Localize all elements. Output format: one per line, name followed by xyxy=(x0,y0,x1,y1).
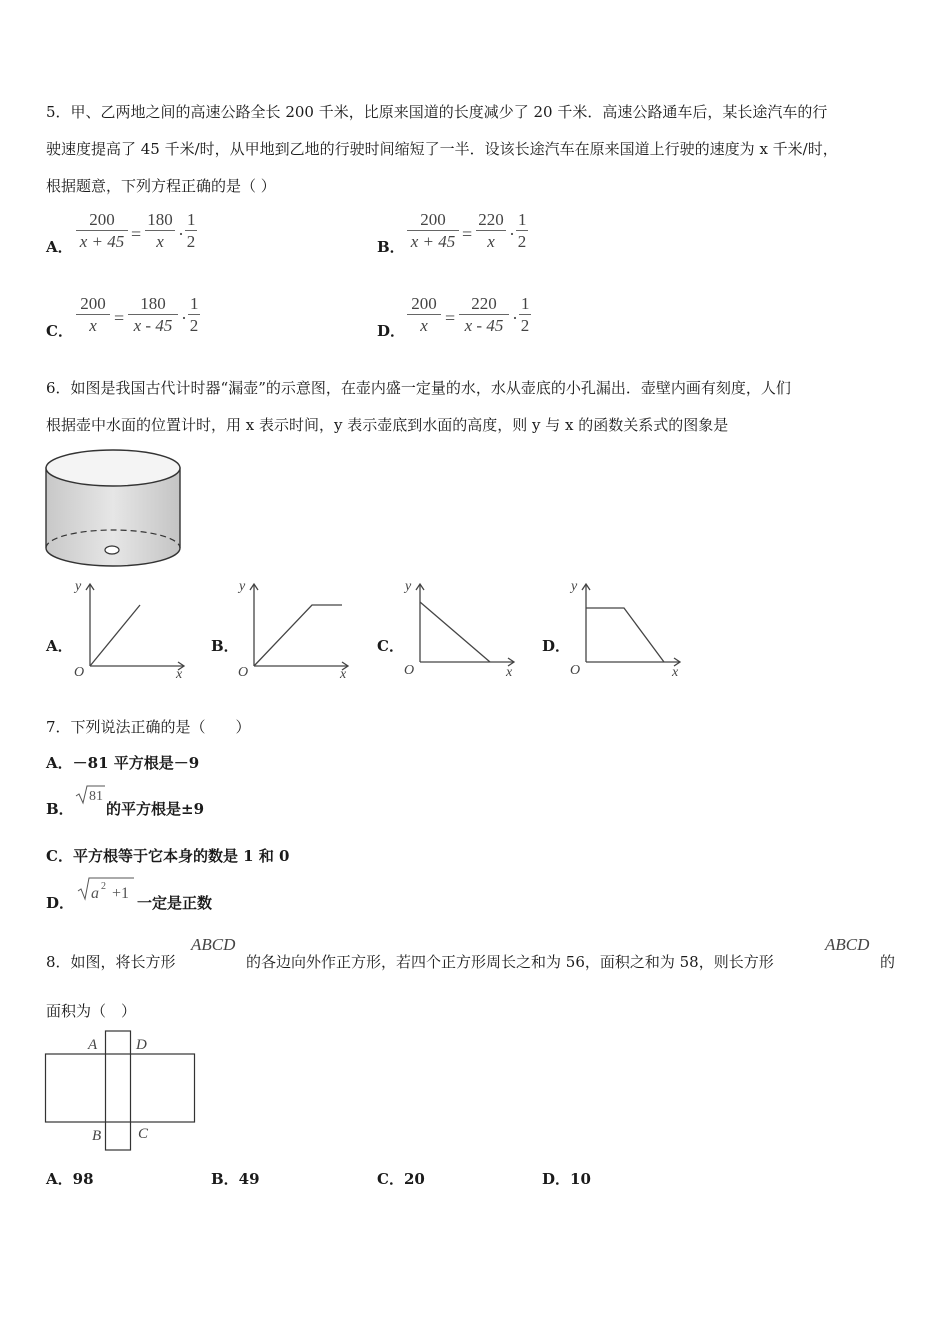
q8-line-2: 面积为（ ） xyxy=(46,1002,137,1020)
svg-text:x: x xyxy=(176,667,183,682)
svg-text:B: B xyxy=(92,1128,102,1144)
option-label: D． xyxy=(377,322,406,340)
water-clock-figure xyxy=(44,448,182,572)
equals-sign: = xyxy=(114,308,125,328)
option-label: A． xyxy=(46,238,73,256)
equals-sign: = xyxy=(462,224,473,244)
fraction: $\frac{220}{x}$ xyxy=(476,210,506,253)
dot-operator: · xyxy=(181,308,187,328)
svg-text:y: y xyxy=(239,579,246,594)
svg-text:a: a xyxy=(91,885,99,902)
q5-line-1: 5．甲、乙两地之间的高速公路全长 200 千米，比原来国道的长度减少了 20 千米．高速公路通车后，某长途汽车的行 xyxy=(46,103,828,121)
svg-text:x: x xyxy=(672,665,679,680)
svg-text:A: A xyxy=(88,1037,98,1053)
sqrt-a-squared-plus-1 xyxy=(76,874,136,904)
fraction: $\frac{200}{x + 45}$ xyxy=(76,210,128,253)
svg-text:2: 2 xyxy=(101,881,106,892)
q8-option-a[interactable]: A．98 xyxy=(46,1170,94,1188)
q7-option-a[interactable]: A．－81 平方根是－9 xyxy=(46,754,200,772)
fraction: $\frac{200}{x}$ xyxy=(407,294,441,337)
option-text: 的平方根是±9 xyxy=(106,800,205,818)
fraction: $\frac{1}{2}$ xyxy=(517,210,527,251)
fraction: $\frac{1}{2}$ xyxy=(520,294,530,335)
option-label: D． xyxy=(46,894,75,912)
q6-graph-c[interactable] xyxy=(400,576,522,682)
dot-operator: · xyxy=(509,224,515,244)
q7-stem: 7．下列说法正确的是（ ） xyxy=(46,718,251,736)
q6-graph-a[interactable] xyxy=(70,576,190,682)
q6-option-b-label[interactable]: B． xyxy=(211,637,239,655)
q5-line-2: 驶速度提高了 45 千米/时，从甲地到乙地的行驶时间缩短了一半．设该长途汽车在原来国道上行驶的速度为 x 千米/时， xyxy=(46,140,838,158)
q8-option-b[interactable]: B．49 xyxy=(211,1170,260,1188)
fraction: $\frac{1}{2}$ xyxy=(189,294,199,335)
q8-rect-label-2: ABCD xyxy=(825,935,870,954)
q8-rectangle-figure xyxy=(44,1030,200,1154)
fraction: $\frac{200}{x}$ xyxy=(76,294,110,337)
svg-text:O: O xyxy=(74,665,85,680)
svg-text:x: x xyxy=(506,665,513,680)
fraction: $\frac{1}{2}$ xyxy=(186,210,196,251)
q6-option-d-label[interactable]: D． xyxy=(542,637,571,655)
option-label: B． xyxy=(46,800,74,818)
q8-option-c[interactable]: C．20 xyxy=(377,1170,425,1188)
fraction: $\frac{180}{x}$ xyxy=(145,210,175,253)
q7-option-c[interactable]: C．平方根等于它本身的数是 1 和 0 xyxy=(46,847,290,865)
svg-text:D: D xyxy=(136,1037,147,1053)
q6-graph-d[interactable] xyxy=(566,576,688,682)
q6-graph-b[interactable] xyxy=(234,576,356,682)
svg-text:y: y xyxy=(571,579,578,594)
dot-operator: · xyxy=(512,308,518,328)
option-text: 一定是正数 xyxy=(137,894,213,912)
q8-rect-label-1: ABCD xyxy=(191,935,236,954)
svg-text:O: O xyxy=(404,663,415,678)
equals-sign: = xyxy=(131,224,142,244)
svg-text:81: 81 xyxy=(89,789,103,804)
q6-option-a-label[interactable]: A． xyxy=(46,637,73,655)
option-label: C． xyxy=(46,322,73,340)
fraction: $\frac{180}{x - 45}$ xyxy=(128,294,178,337)
svg-text:x: x xyxy=(340,667,347,682)
q8-option-d[interactable]: D．10 xyxy=(542,1170,591,1188)
q6-line-1: 6．如图是我国古代计时器“漏壶”的示意图，在壶内盛一定量的水，水从壶底的小孔漏出．壶壁内画有刻度，人们 xyxy=(46,379,791,397)
svg-text:y: y xyxy=(75,579,82,594)
fraction: $\frac{220}{x - 45}$ xyxy=(459,294,509,337)
sqrt-81 xyxy=(74,784,106,806)
fraction: $\frac{200}{x + 45}$ xyxy=(407,210,459,253)
svg-text:O: O xyxy=(238,665,249,680)
svg-text:+1: +1 xyxy=(112,885,130,902)
dot-operator: · xyxy=(178,224,184,244)
q6-option-c-label[interactable]: C． xyxy=(377,637,404,655)
q5-line-3: 根据题意，下列方程正确的是（ ） xyxy=(46,177,276,195)
q8-part-3: 的 xyxy=(880,953,896,971)
q6-line-2: 根据壶中水面的位置计时，用 x 表示时间，y 表示壶底到水面的高度，则 y 与 x 的函数关系式的图象是 xyxy=(46,416,729,434)
svg-text:O: O xyxy=(570,663,581,678)
q8-part-1: 8．如图，将长方形 xyxy=(46,953,176,971)
equals-sign: = xyxy=(445,308,456,328)
q8-part-2: 的各边向外作正方形，若四个正方形周长之和为 56，面积之和为 58，则长方形 xyxy=(246,953,774,971)
svg-text:y: y xyxy=(405,579,412,594)
svg-text:C: C xyxy=(138,1126,149,1142)
hole xyxy=(105,546,119,554)
option-label: B． xyxy=(377,238,405,256)
